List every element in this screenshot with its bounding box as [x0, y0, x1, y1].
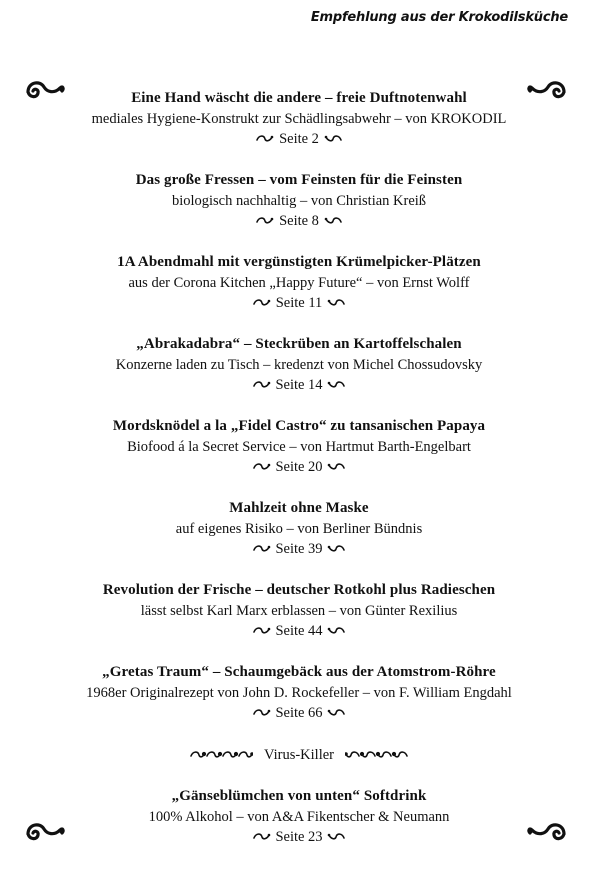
entry-page-reference[interactable] [0, 211, 598, 232]
small-flourish-icon [252, 461, 272, 472]
entry-subtitle: Konzerne laden zu Tisch – kredenzt von Michel Chossudovsky [115, 356, 483, 373]
page-number: Seite 11 [275, 295, 323, 311]
small-flourish-icon [326, 461, 346, 472]
toc-entry[interactable] [0, 786, 598, 848]
page-number: Seite 44 [275, 623, 323, 639]
small-flourish-icon [252, 379, 272, 390]
section-divider [0, 745, 598, 765]
entry-title: Revolution der Frische – deutscher Rotkohl plus Radieschen [102, 582, 496, 598]
page-number: Seite 66 [275, 705, 323, 721]
entry-page-reference[interactable] [0, 293, 598, 314]
toc-entry[interactable] [0, 498, 598, 560]
entry-subtitle: lässt selbst Karl Marx erblassen – von Günter Rexilius [140, 602, 458, 619]
toc-entry[interactable] [0, 88, 598, 150]
small-flourish-icon [252, 625, 272, 636]
entry-subtitle: biologisch nachhaltig – von Christian Kreiß [171, 192, 427, 209]
section-divider-label: Virus-Killer [263, 747, 334, 763]
entry-title: Mahlzeit ohne Maske [229, 500, 369, 516]
small-flourish-icon [252, 543, 272, 554]
flourish-run-icon [345, 749, 409, 760]
entry-subtitle: aus der Corona Kitchen „Happy Future“ – von Ernst Wolff [128, 274, 470, 291]
entry-subtitle: Biofood á la Secret Service – von Hartmut Barth-Engelbart [127, 438, 471, 455]
entry-title: Eine Hand wäscht die andere – freie Duftnotenwahl [131, 90, 467, 106]
small-flourish-icon [323, 215, 343, 226]
small-flourish-icon [326, 379, 346, 390]
small-flourish-icon [326, 297, 346, 308]
entry-subtitle: auf eigenes Risiko – von Berliner Bündnis [175, 520, 423, 537]
entry-title: „Gänseblümchen von unten“ Softdrink [171, 788, 427, 804]
toc-entry[interactable] [0, 416, 598, 478]
entry-page-reference[interactable] [0, 129, 598, 150]
flourish-run-icon [189, 749, 253, 760]
small-flourish-icon [255, 133, 275, 144]
entry-title: Das große Fressen – vom Feinsten für die Feinsten [135, 172, 463, 188]
page-number: Seite 39 [275, 541, 323, 557]
toc-entry[interactable] [0, 580, 598, 642]
toc-entry[interactable] [0, 170, 598, 232]
entry-page-reference[interactable] [0, 827, 598, 848]
page-number: Seite 14 [275, 377, 323, 393]
entry-title: Mordsknödel a la „Fidel Castro“ zu tansanischen Papaya [112, 418, 486, 434]
entry-subtitle: mediales Hygiene-Konstrukt zur Schädlingsabwehr – von KROKODIL [91, 110, 507, 127]
small-flourish-icon [326, 831, 346, 842]
entry-page-reference[interactable] [0, 375, 598, 396]
entry-subtitle: 1968er Originalrezept von John D. Rockefeller – von F. William Engdahl [86, 684, 512, 701]
small-flourish-icon [323, 133, 343, 144]
entry-page-reference[interactable] [0, 457, 598, 478]
small-flourish-icon [255, 215, 275, 226]
entry-page-reference[interactable] [0, 621, 598, 642]
small-flourish-icon [326, 625, 346, 636]
page-number: Seite 8 [279, 213, 319, 229]
small-flourish-icon [252, 831, 272, 842]
page-number: Seite 23 [275, 829, 323, 845]
entry-page-reference[interactable] [0, 539, 598, 560]
page-number: Seite 2 [279, 131, 319, 147]
entry-page-reference[interactable] [0, 703, 598, 724]
small-flourish-icon [326, 707, 346, 718]
entry-subtitle: 100% Alkohol – von A&A Fikentscher & Neumann [148, 808, 450, 825]
entry-title: „Gretas Traum“ – Schaumgebäck aus der Atomstrom-Röhre [102, 664, 496, 680]
page-number: Seite 20 [275, 459, 323, 475]
toc-entry[interactable] [0, 662, 598, 724]
small-flourish-icon [252, 707, 272, 718]
toc-entry[interactable] [0, 334, 598, 396]
page-header-title: Empfehlung aus der Krokodilsküche [310, 10, 568, 25]
toc-entry[interactable] [0, 252, 598, 314]
entry-title: „Abrakadabra“ – Steckrüben an Kartoffelschalen [136, 336, 462, 352]
entry-title: 1A Abendmahl mit vergünstigten Krümelpicker-Plätzen [117, 254, 481, 270]
small-flourish-icon [252, 297, 272, 308]
small-flourish-icon [326, 543, 346, 554]
